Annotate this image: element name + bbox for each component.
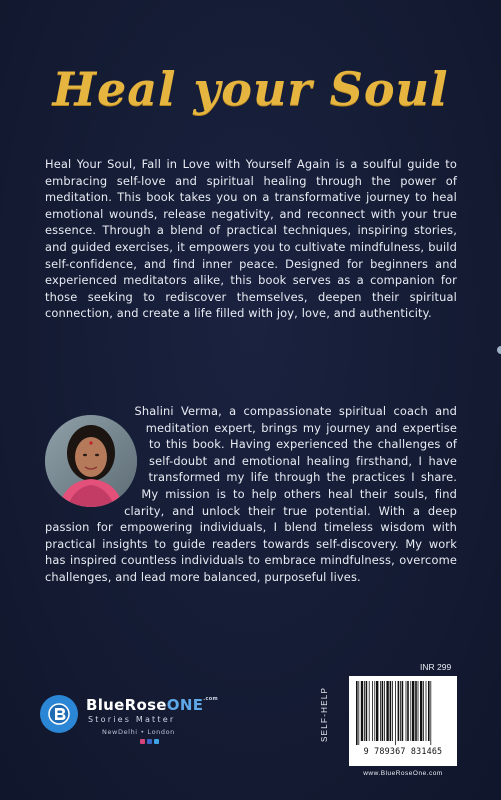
- publisher-cities: NewDelhi • London: [102, 728, 175, 736]
- barcode-bar: [364, 681, 365, 741]
- barcode-bars: [355, 681, 451, 745]
- barcode-bar: [426, 681, 427, 741]
- barcode-bar: [380, 681, 381, 741]
- social-icons: [140, 739, 159, 744]
- barcode-bar: [390, 681, 392, 741]
- barcode-bar: [412, 681, 414, 741]
- isbn-number: 9 789367 831465: [363, 746, 443, 756]
- publisher-website: www.BlueRoseOne.com: [363, 770, 443, 777]
- barcode-bar: [392, 681, 393, 741]
- edge-dot: [497, 346, 501, 354]
- publisher-domain-mark: .com: [203, 696, 218, 702]
- barcode-bar: [374, 681, 375, 741]
- category-label: SELF-HELP: [320, 686, 329, 742]
- barcode-bar: [415, 681, 417, 741]
- author-section: [45, 403, 457, 586]
- bluerose-logo-icon: [40, 695, 78, 733]
- barcode-bar: [423, 681, 424, 741]
- publisher-name: BlueRoseONE$^{.com}$: [86, 696, 218, 714]
- barcode-bar: [402, 681, 404, 741]
- barcode-bar: [382, 681, 384, 741]
- barcode-bar: [398, 681, 400, 741]
- barcode-bar: [406, 681, 407, 741]
- barcode-bar: [361, 681, 363, 741]
- barcode-bar: [428, 681, 430, 741]
- barcode-bar: [372, 681, 373, 741]
- book-title: Heal your Soul: [52, 62, 449, 116]
- barcode-bar: [418, 681, 419, 741]
- author-photo: [45, 415, 137, 507]
- publisher-block: [40, 690, 220, 750]
- barcode-bar: [369, 681, 370, 741]
- barcode-bar: [420, 681, 422, 741]
- instagram-icon: [140, 739, 145, 744]
- barcode-bar: [384, 681, 385, 741]
- barcode-bar: [366, 681, 368, 741]
- barcode-bar: [356, 681, 358, 745]
- price-label: INR 299: [420, 662, 452, 672]
- barcode-bar: [386, 681, 388, 741]
- barcode-bar: [430, 681, 431, 745]
- barcode-bar: [395, 681, 396, 745]
- barcode-bar: [358, 681, 359, 745]
- facebook-icon: [147, 739, 152, 744]
- barcode-bar: [407, 681, 409, 741]
- twitter-icon: [154, 739, 159, 744]
- barcode-bar: [376, 681, 378, 741]
- barcode-bar: [400, 681, 401, 741]
- isbn-barcode: [349, 676, 457, 766]
- book-description: Heal Your Soul, Fall in Love with Yourself Again is a soulful guide to embracing self-love and spiritual healing through the power of meditation. This book takes you on a transformative journey to heal emotional wounds, release negativity, and reconnect with your true essence. Through a blend of practical techniques, inspiring stories, and guided exercises, it empowers you to cultivate mindfulness, build self-confidence, and find inner peace. Designed for beginners and experienced meditators alike, this book serves as a companion for those seeking to rediscover themselves, deepen their spiritual connection, and create a life filled with joy, love, and authenticity.: [45, 157, 457, 321]
- publisher-tagline: Stories Matter: [88, 715, 176, 724]
- publisher-name-suffix: ONE: [166, 696, 204, 714]
- author-bio: Shalini Verma, a compassionate spiritual coach and meditation expert, brings my journey and expertise to this book. Having experienced the challenges of self-doubt and emotional healing firsthand, I have transformed my life through the practices I share. My mission is to help others heal their souls, find clarity, and unlock their true potential. With a deep passion for empowering individuals, I blend timeless wisdom with practical insights to guide readers towards self-discovery. My work has inspired countless individuals to embrace mindfulness, overcome challenges, and lead more balanced, purposeful lives.: [45, 404, 457, 584]
- barcode-bar: [410, 681, 411, 741]
